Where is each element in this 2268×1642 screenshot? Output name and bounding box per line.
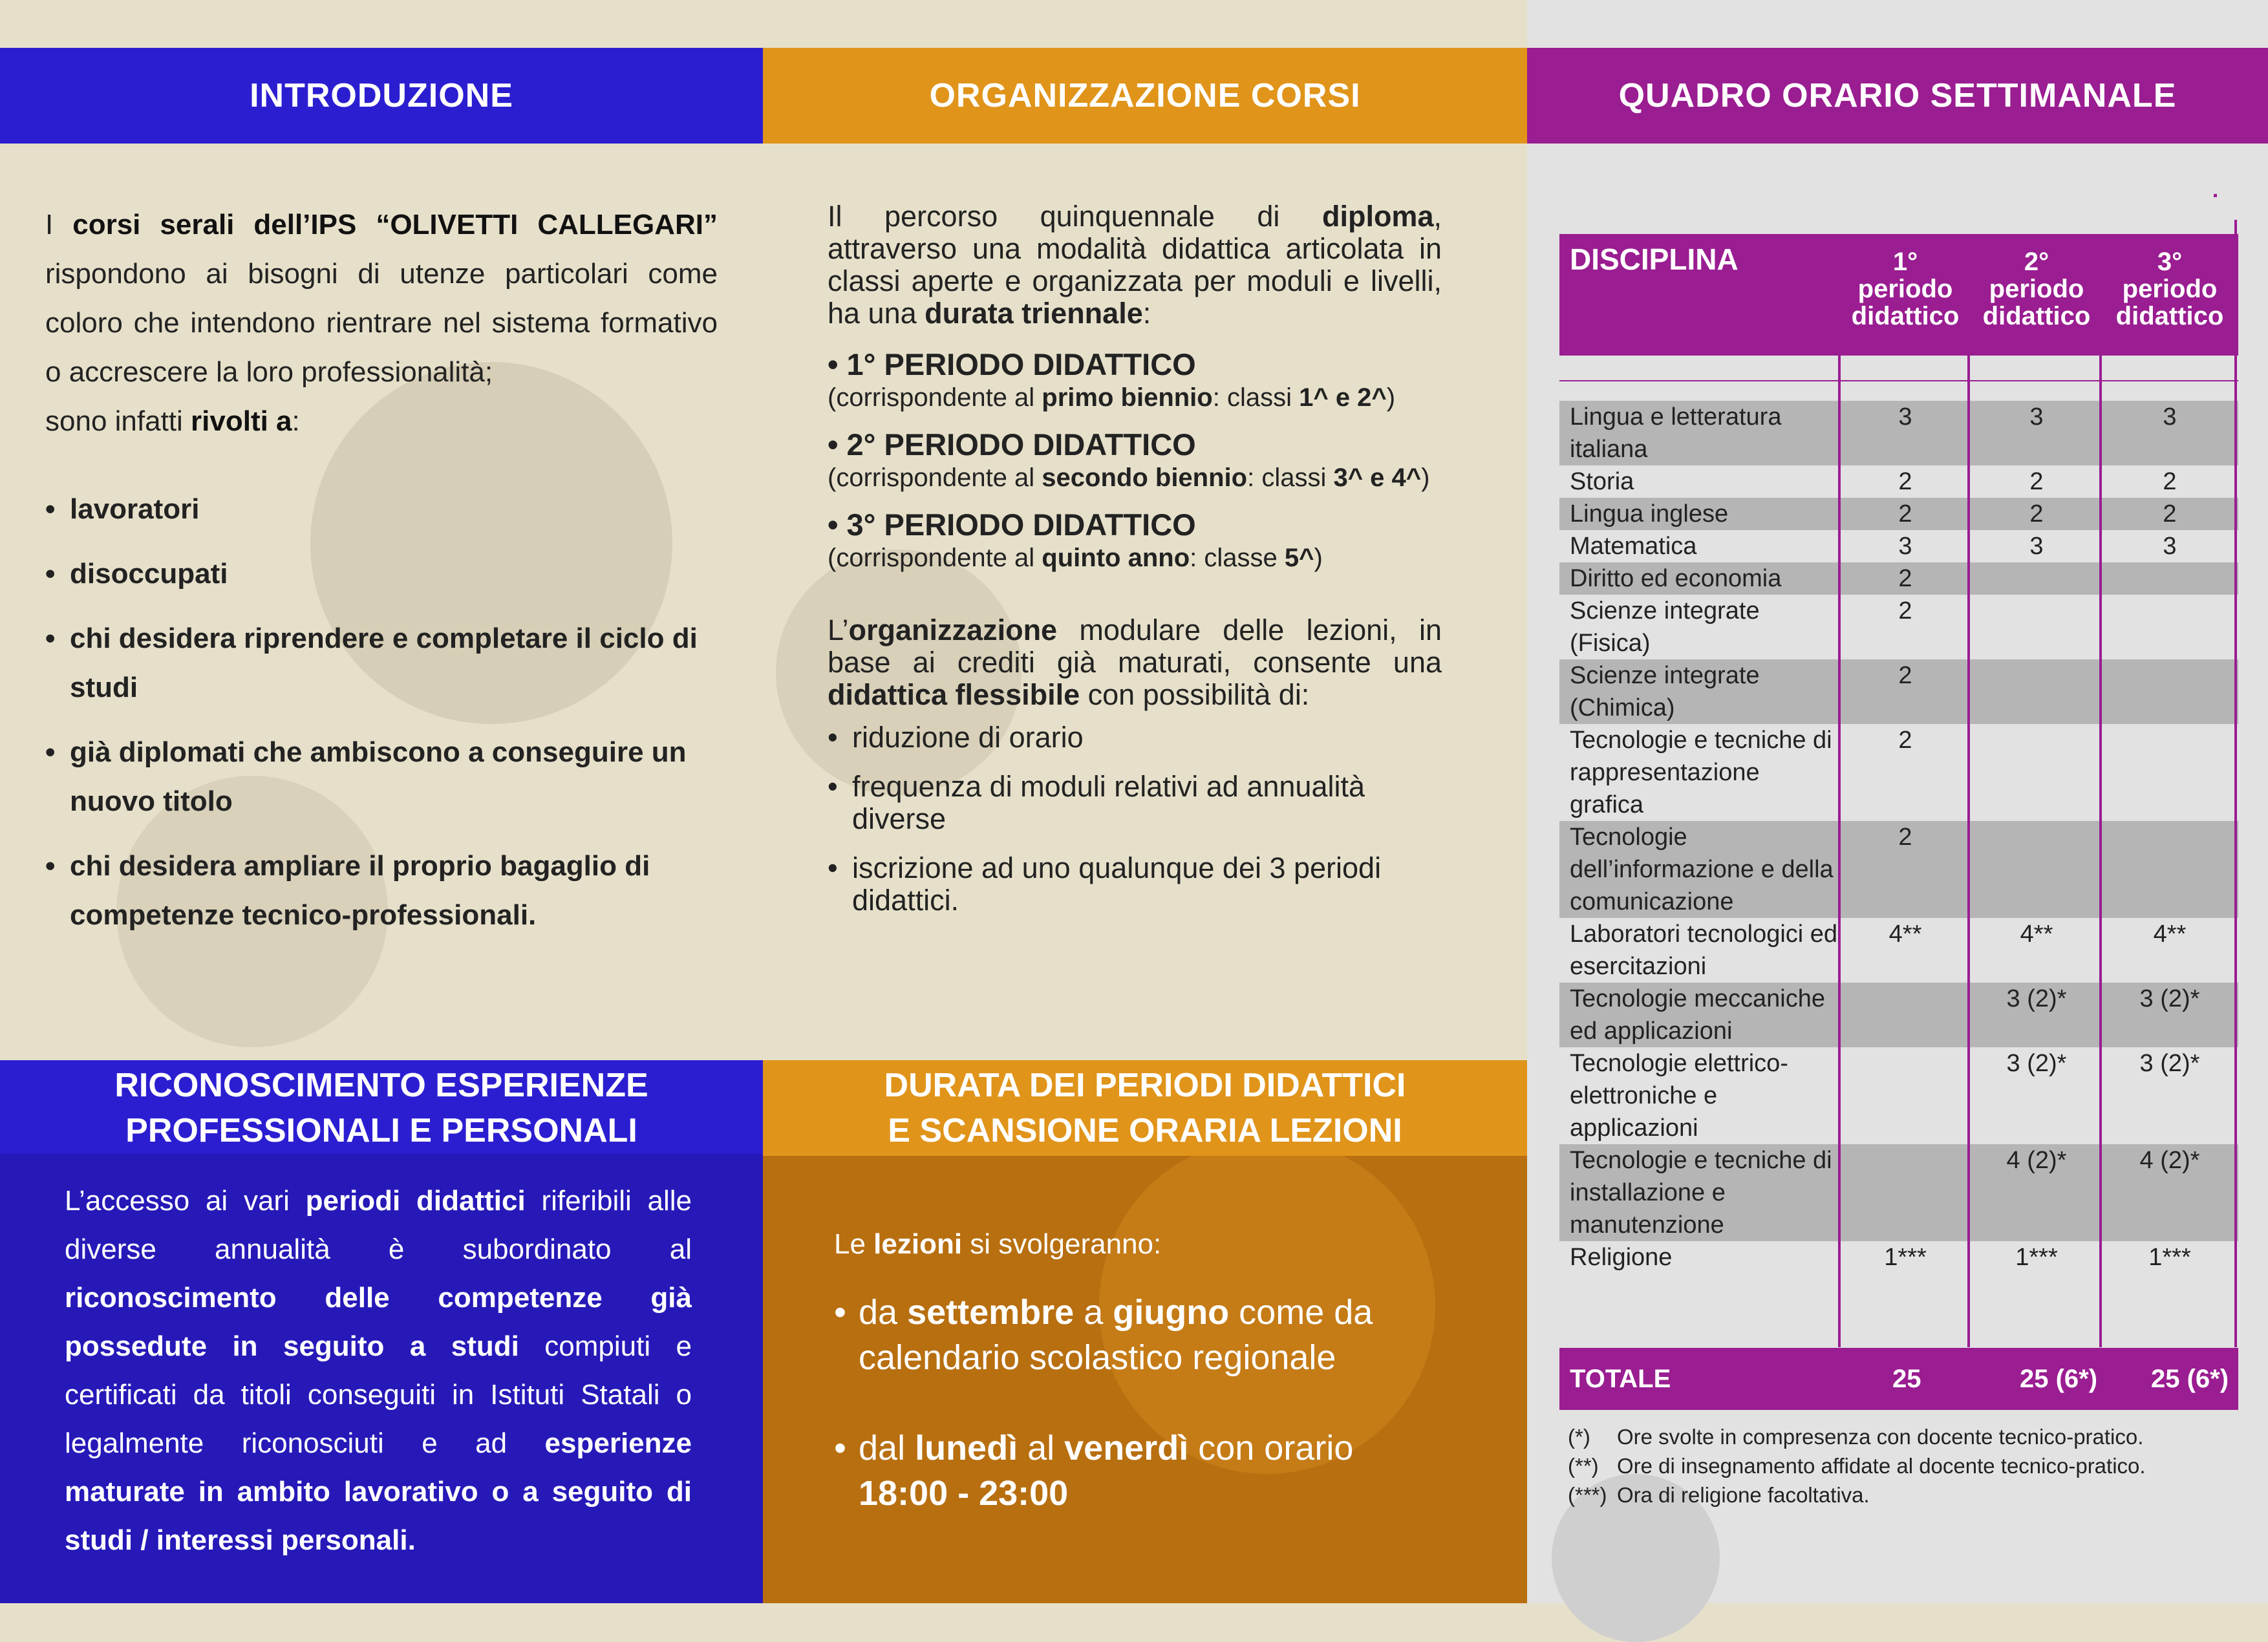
hours-cell: 4 (2)* [2006,1147,2067,1174]
hours-cell: 3 [2163,533,2177,560]
list-item: • da settembre a giugno come da calendario scolastico regionale [834,1290,1448,1380]
hours-cell [2101,724,2238,821]
duration-header [763,1060,1527,1156]
discipline-cell: Tecnologie e tecniche di installazione e manutenzione [1570,1147,1832,1239]
hours-cell: 2 [1898,824,1912,851]
discipline-cell: Tecnologie meccaniche ed applicazioni [1570,985,1826,1045]
footnote: (***) Ora di religione facoltativa. [1568,1483,1870,1507]
table-header-row [1559,234,2238,356]
total-value: 25 (6*) [2151,1365,2229,1393]
duration-list [834,1290,1448,1516]
recog-title-line: PROFESSIONALI E PERSONALI [125,1112,637,1149]
total-row [1559,1348,2238,1410]
hours-cell: 2 [1898,565,1912,592]
table-row [1559,1144,2238,1241]
table-row [1559,595,2238,659]
column-divider [1838,347,1841,1347]
intro-text-bold: rivolti a [191,405,292,437]
intro-text-run: I [45,209,73,240]
hours-cell: 3 (2)* [2139,985,2200,1012]
intro-text-bold: corsi serali dell’IPS “OLIVETTI CALLEGARI” [72,209,718,240]
list-item: • frequenza di moduli relativi ad annualità diverse [828,771,1442,835]
discipline-cell: Lingua e letteratura italiana [1570,403,1782,463]
total-label: TOTALE [1570,1365,1671,1393]
period-title: • 1° PERIODO DIDATTICO [828,347,1196,381]
discipline-cell: Scienze integrate (Chimica) [1570,662,1760,721]
table-row [1559,465,2238,498]
hours-cell: 4 (2)* [2139,1147,2200,1174]
list-item: • chi desidera riprendere e completare il ciclo di studi [45,614,718,712]
duration-title-line: E SCANSIONE ORARIA LEZIONI [888,1112,1402,1149]
hours-cell [2101,562,2238,595]
column-divider [2234,220,2237,1347]
schedule-table [1559,234,2238,1274]
hours-cell: 3 (2)* [2006,985,2067,1012]
discipline-cell: Lingua inglese [1570,500,1729,528]
table-body [1559,356,2238,1274]
discipline-cell: Tecnologie e tecniche di rappresentazione grafica [1570,727,1832,818]
org-header-text: ORGANIZZAZIONE CORSI [929,77,1361,114]
intro-text [45,200,718,940]
table-row [1559,724,2238,821]
duration-title-line: DURATA DEI PERIODI DIDATTICI [884,1067,1406,1104]
hours-cell: 2 [1898,500,1912,528]
period-title-text: 2° PERIODO DIDATTICO [846,427,1196,462]
hours-cell [1972,595,2101,659]
schedule-header-text: QUADRO ORARIO SETTIMANALE [1618,77,2177,114]
table-row [1559,530,2238,562]
total-value: 25 [1892,1365,1921,1393]
table-spacer-row [1559,381,2238,401]
table-row [1559,821,2238,918]
org-text-bold: diploma [1321,200,1434,233]
org-text-run: , attraverso una modalità didattica articolata in classi aperte e organizzata per moduli e livelli, ha una [828,200,1442,330]
duration-title [884,1063,1406,1153]
discipline-cell: Matematica [1570,533,1697,560]
hours-cell: 3 [1898,403,1912,431]
hours-cell [2101,821,2238,918]
table-row [1559,918,2238,983]
org-text-bold: durata triennale [925,297,1143,330]
list-item: • disoccupati [45,549,718,599]
recog-text: L’accesso ai vari periodi didattici riferibili alle diverse annualità è subordinato al riconoscimento delle competenze già possedute in seguito a studi compiuti e certificati da titoli conseguiti in Istituti Statali o legalmente riconosciuti e ad esperienze maturate in ambito lavorativo o a seguito di studi / interessi personali. [65,1185,692,1556]
hours-cell [2101,659,2238,724]
list-item: • già diplomati che ambiscono a conseguire un nuovo titolo [45,728,718,826]
hours-cell [2101,595,2238,659]
discipline-cell: Religione [1570,1244,1673,1271]
org-header [763,48,1527,144]
hours-cell: 4** [2153,921,2187,948]
header-cell-period: 1° periodo didattico [1839,234,1972,356]
table-row [1559,498,2238,530]
intro-paragraph [45,200,718,446]
period-block [828,347,1442,573]
period-title: • 2° PERIODO DIDATTICO [828,427,1196,462]
table-spacer-row [1559,356,2238,381]
discipline-cell: Storia [1570,468,1634,495]
recog-title-line: RICONOSCIMENTO ESPERIENZE [114,1067,648,1104]
dot-mark [2214,194,2217,197]
intro-text-run: rispondono ai bisogni di utenze particolari come coloro che intendono rientrare nel sistema formativo o accrescere la loro professionalità; [45,258,718,388]
hours-cell: 2 [2163,468,2177,495]
org-paragraph [828,200,1442,330]
hours-cell: 1*** [1884,1244,1927,1271]
hours-cell: 4** [2020,921,2053,948]
hours-cell: 3 [2163,403,2177,431]
period-title-text: 1° PERIODO DIDATTICO [846,347,1196,381]
table-row [1559,401,2238,465]
hours-cell: 2 [1898,727,1912,754]
org-text [828,200,1442,917]
intro-text-run: : [292,405,300,437]
total-value: 25 (6*) [2020,1365,2098,1393]
org-text-run: Il percorso quinquennale di [828,200,1322,233]
list-item: • lavoratori [45,485,718,534]
org-text-run: : [1142,297,1151,330]
hours-cell [1839,1047,1972,1144]
period-title: • 3° PERIODO DIDATTICO [828,507,1196,542]
column-divider [1967,347,1970,1347]
footnotes [1568,1422,2146,1509]
options-list [828,721,1442,917]
list-item: • chi desidera ampliare il proprio bagaglio di competenze tecnico-professionali. [45,842,718,940]
header-cell-period: 3° periodo didattico [2101,234,2238,356]
hours-cell: 2 [1898,468,1912,495]
header-cell-period: 2° periodo didattico [1972,234,2101,356]
period-title-text: 3° PERIODO DIDATTICO [846,507,1196,542]
period-subtitle: (corrispondente al secondo biennio: classi 3^ e 4^) [828,464,1430,492]
hours-cell: 3 [1898,533,1912,560]
org-paragraph: L’organizzazione modulare delle lezioni, in base ai crediti già maturati, consente una didattica flessibile con possibilità di: [828,613,1442,711]
duration-text [834,1225,1448,1516]
footnote: (**) Ore di insegnamento affidate al docente tecnico-pratico. [1568,1454,2146,1478]
header-cell-discipline: DISCIPLINA [1559,234,1839,356]
discipline-cell: Scienze integrate (Fisica) [1570,597,1760,657]
hours-cell: 2 [2163,500,2177,528]
hours-cell [1839,983,1972,1047]
list-item: • riduzione di orario [828,721,1442,754]
period-subtitle: (corrispondente al quinto anno: classe 5^) [828,544,1323,572]
hours-cell: 1*** [2015,1244,2058,1271]
discipline-cell: Tecnologie elettrico-elettroniche e applicazioni [1570,1050,1788,1142]
table-row [1559,983,2238,1047]
hours-cell [1972,562,2101,595]
intro-header-text: INTRODUZIONE [250,77,513,114]
discipline-cell: Laboratori tecnologici ed esercitazioni [1570,921,1838,980]
hours-cell: 3 [2029,533,2044,560]
table-row [1559,562,2238,595]
hours-cell: 3 [2029,403,2044,431]
recog-title [114,1063,648,1153]
audience-list [45,485,718,940]
discipline-cell: Diritto ed economia [1570,565,1782,592]
intro-header [0,48,763,144]
hours-cell: 2 [1898,662,1912,689]
footnote: (*) Ore svolte in compresenza con docente tecnico-pratico. [1568,1425,2144,1449]
hours-cell [1972,821,2101,918]
intro-text-run: sono infatti [45,405,191,437]
hours-cell: 2 [2029,468,2044,495]
hours-cell: 1*** [2148,1244,2191,1271]
hours-cell: 3 (2)* [2139,1050,2200,1077]
list-item: • iscrizione ad uno qualunque dei 3 periodi didattici. [828,852,1442,917]
period-subtitle: (corrispondente al primo biennio: classi 1^ e 2^) [828,383,1396,412]
table-row [1559,1047,2238,1144]
hours-cell: 3 (2)* [2006,1050,2067,1077]
table-row [1559,659,2238,724]
hours-cell: 2 [1898,597,1912,624]
recog-header [0,1060,763,1156]
discipline-cell: Tecnologie dell’informazione e della comunicazione [1570,824,1834,915]
hours-cell [1972,659,2101,724]
hours-cell [1972,724,2101,821]
list-item: • dal lunedì al venerdì con orario 18:00 - 23:00 [834,1425,1448,1516]
hours-cell [1839,1144,1972,1241]
table-row [1559,1241,2238,1274]
hours-cell: 2 [2029,500,2044,528]
duration-intro: Le lezioni si svolgeranno: [834,1228,1162,1260]
hours-cell: 4** [1888,921,1922,948]
schedule-header [1527,48,2268,144]
column-divider [2099,347,2102,1347]
